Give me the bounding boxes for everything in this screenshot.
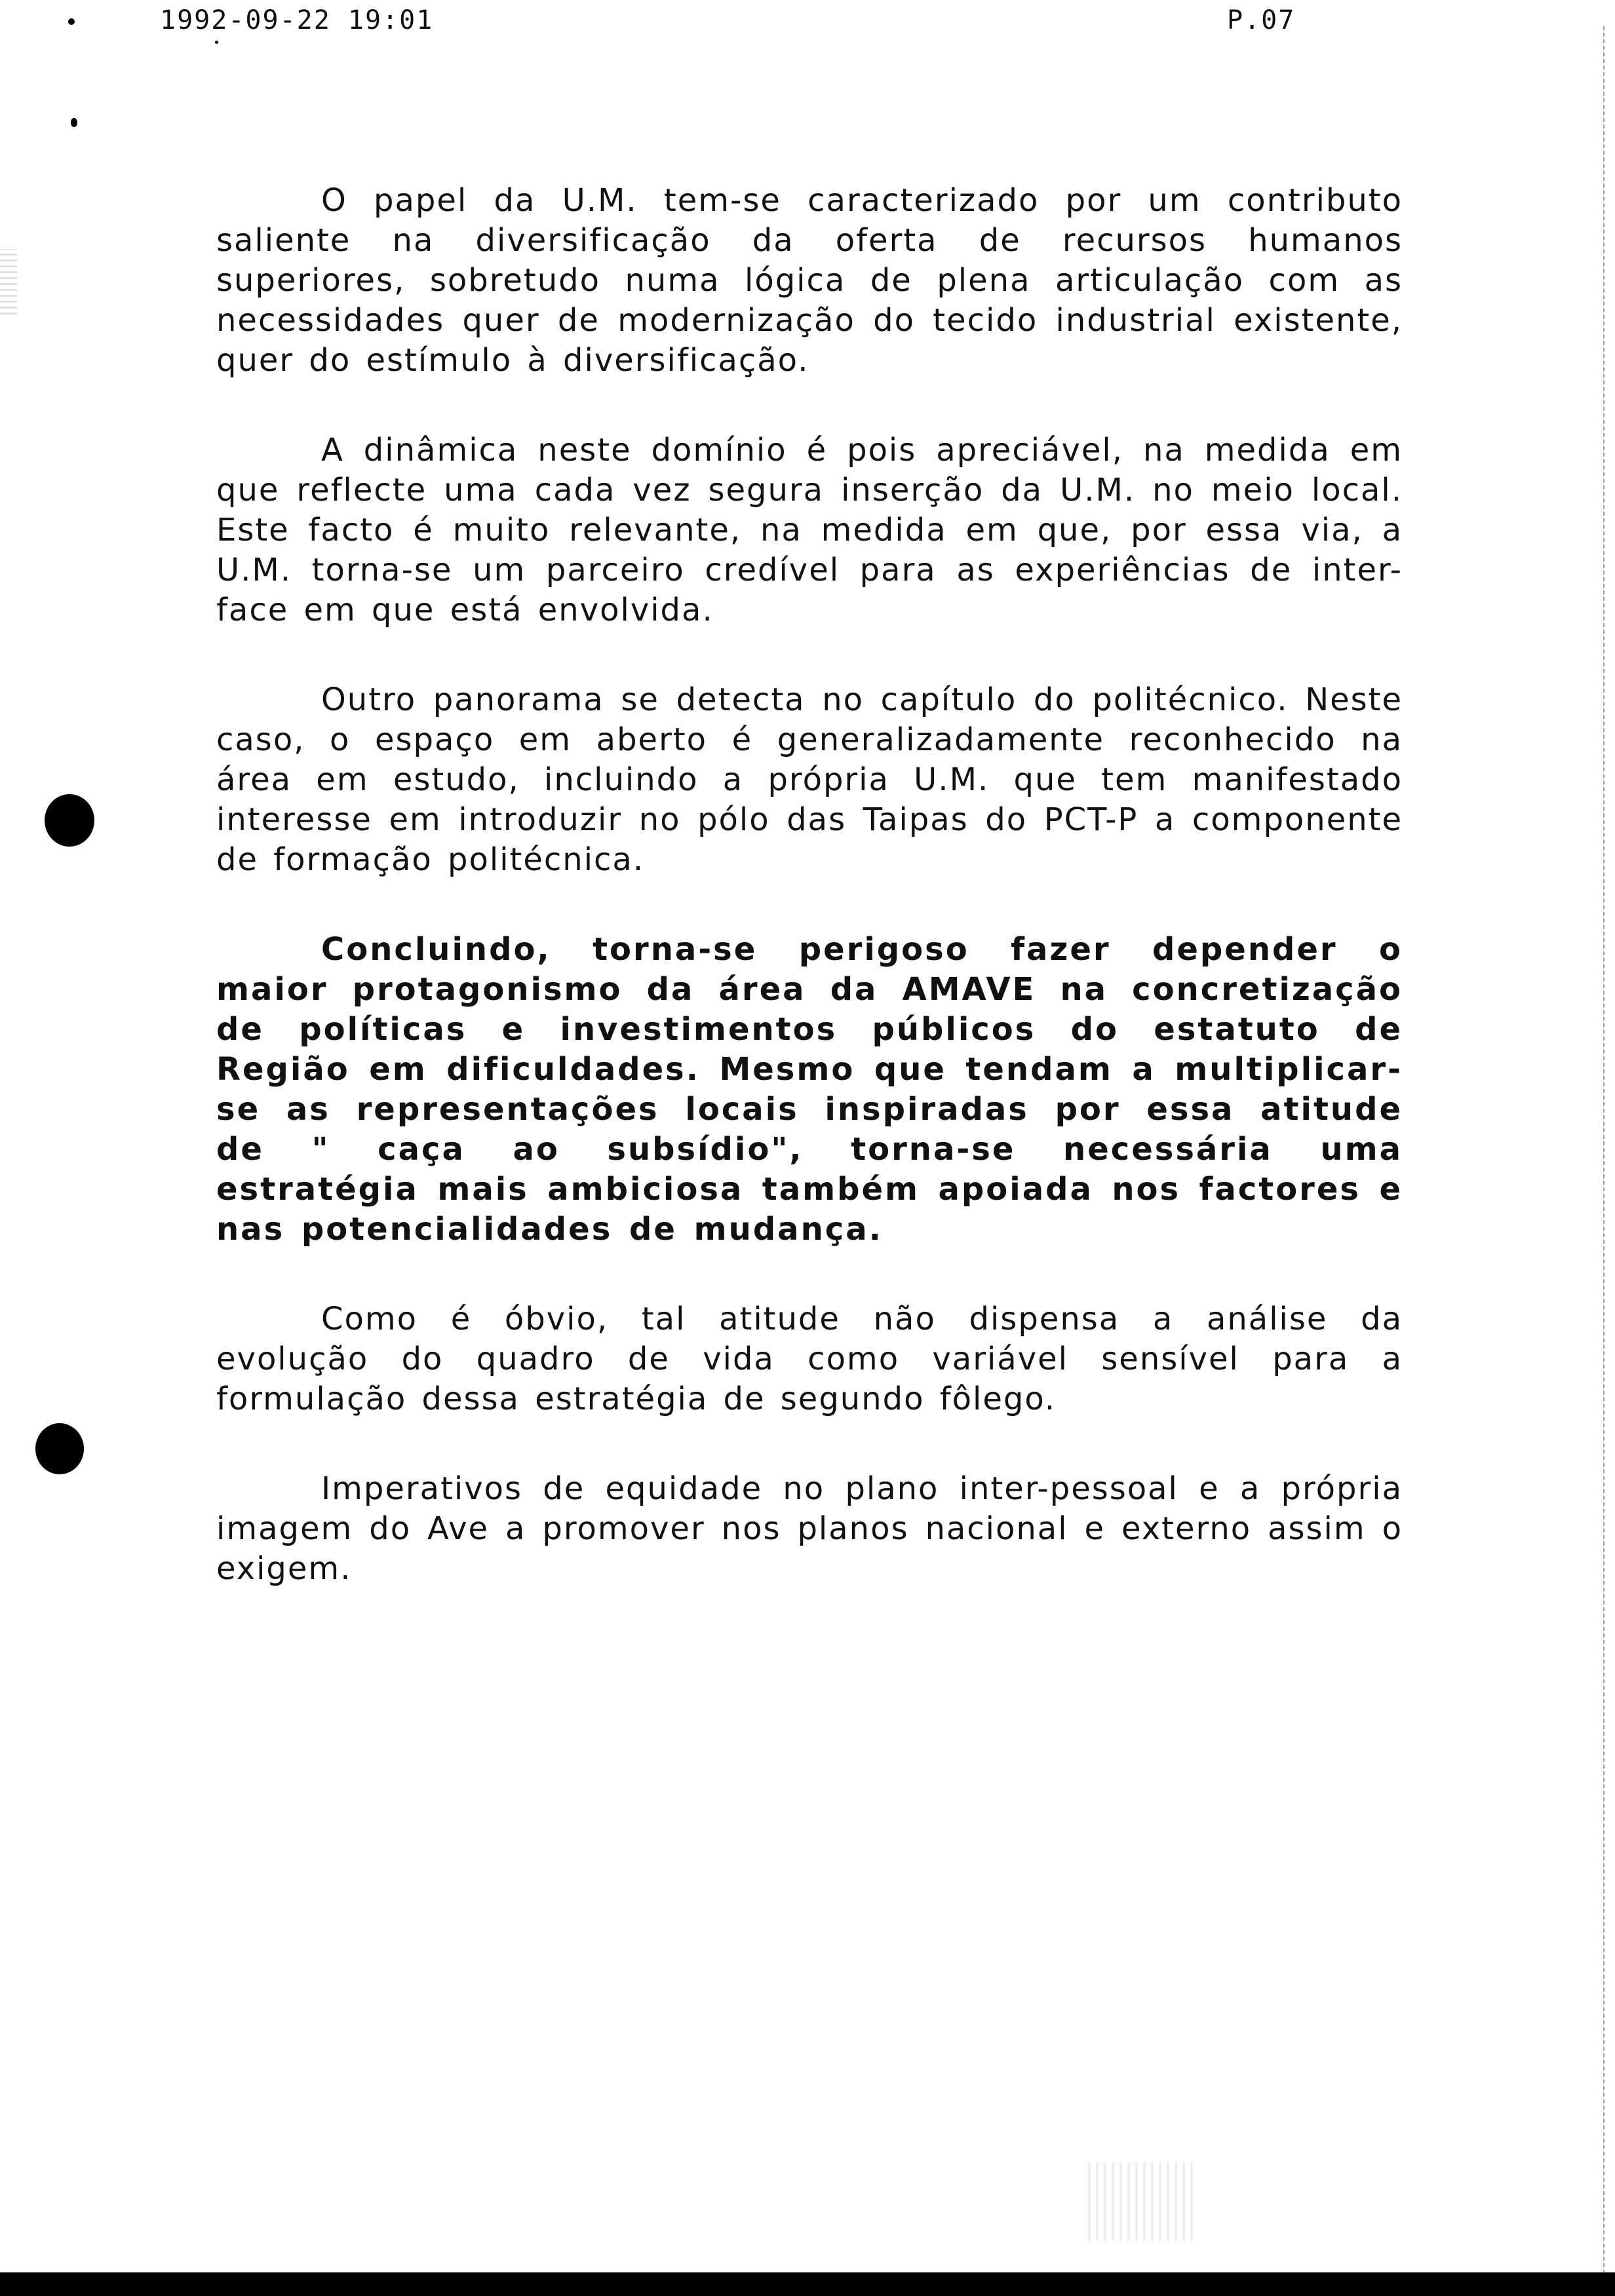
paragraph-conclusion: Concluindo, torna-se perigoso fazer depender o maior protagonismo da área da AMAVE na concretização de políticas e investimentos públicos do estatuto de Região em dificuldades. Mesmo que tendam a multiplicar-se as representações locais inspiradas por essa atitude de " caça ao subsídio", torna-se necessária uma estratégia mais ambiciosa também apoiada nos factores e nas potencialidades de mudança.	[216, 931, 1403, 1248]
punch-hole-mark	[35, 1423, 84, 1474]
paragraph-um-role: O papel da U.M. tem-se caracterizado por um contributo saliente na diversificação da oferta de recursos humanos superiores, sobretudo numa lógica de plena articulação com as necessidades quer de modernização do tecido industrial existente, quer do estímulo à diversificação.	[216, 182, 1403, 379]
paragraph-polytechnic: Outro panorama se detecta no capítulo do politécnico. Neste caso, o espaço em aberto é generalizadamente reconhecido na área em estudo, incluindo a própria U.M. que tem manifestado interesse em introduzir no pólo das Taipas do PCT-P a componente de formação politécnica.	[216, 681, 1403, 878]
fax-page-number: P.07	[1227, 5, 1296, 35]
fax-header	[0, 0, 1615, 59]
scan-noise	[1088, 2162, 1193, 2241]
punch-hole-mark	[45, 794, 94, 847]
scan-speck	[71, 118, 77, 127]
document-body	[216, 181, 1403, 1639]
scan-noise	[0, 249, 17, 315]
paragraph-imperatives: Imperativos de equidade no plano inter-pessoal e a própria imagem do Ave a promover nos planos nacional e externo assim o exigem.	[216, 1470, 1403, 1587]
scan-speck	[68, 18, 75, 25]
scan-speck	[215, 41, 218, 44]
page-right-edge	[1603, 26, 1615, 2293]
fax-datetime: 1992-09-22 19:01	[160, 5, 434, 35]
paragraph-quality-of-life: Como é óbvio, tal atitude não dispensa a análise da evolução do quadro de vida como variável sensível para a formulação dessa estratégia de segundo fôlego.	[216, 1301, 1403, 1417]
paragraph-dynamics: A dinâmica neste domínio é pois apreciável, na medida em que reflecte uma cada vez segura inserção da U.M. no meio local. Este facto é muito relevante, na medida em que, por essa via, a U.M. torna-se um parceiro credível para as experiências de inter-face em que está envolvida.	[216, 432, 1403, 628]
page-bottom-edge	[0, 2272, 1615, 2296]
